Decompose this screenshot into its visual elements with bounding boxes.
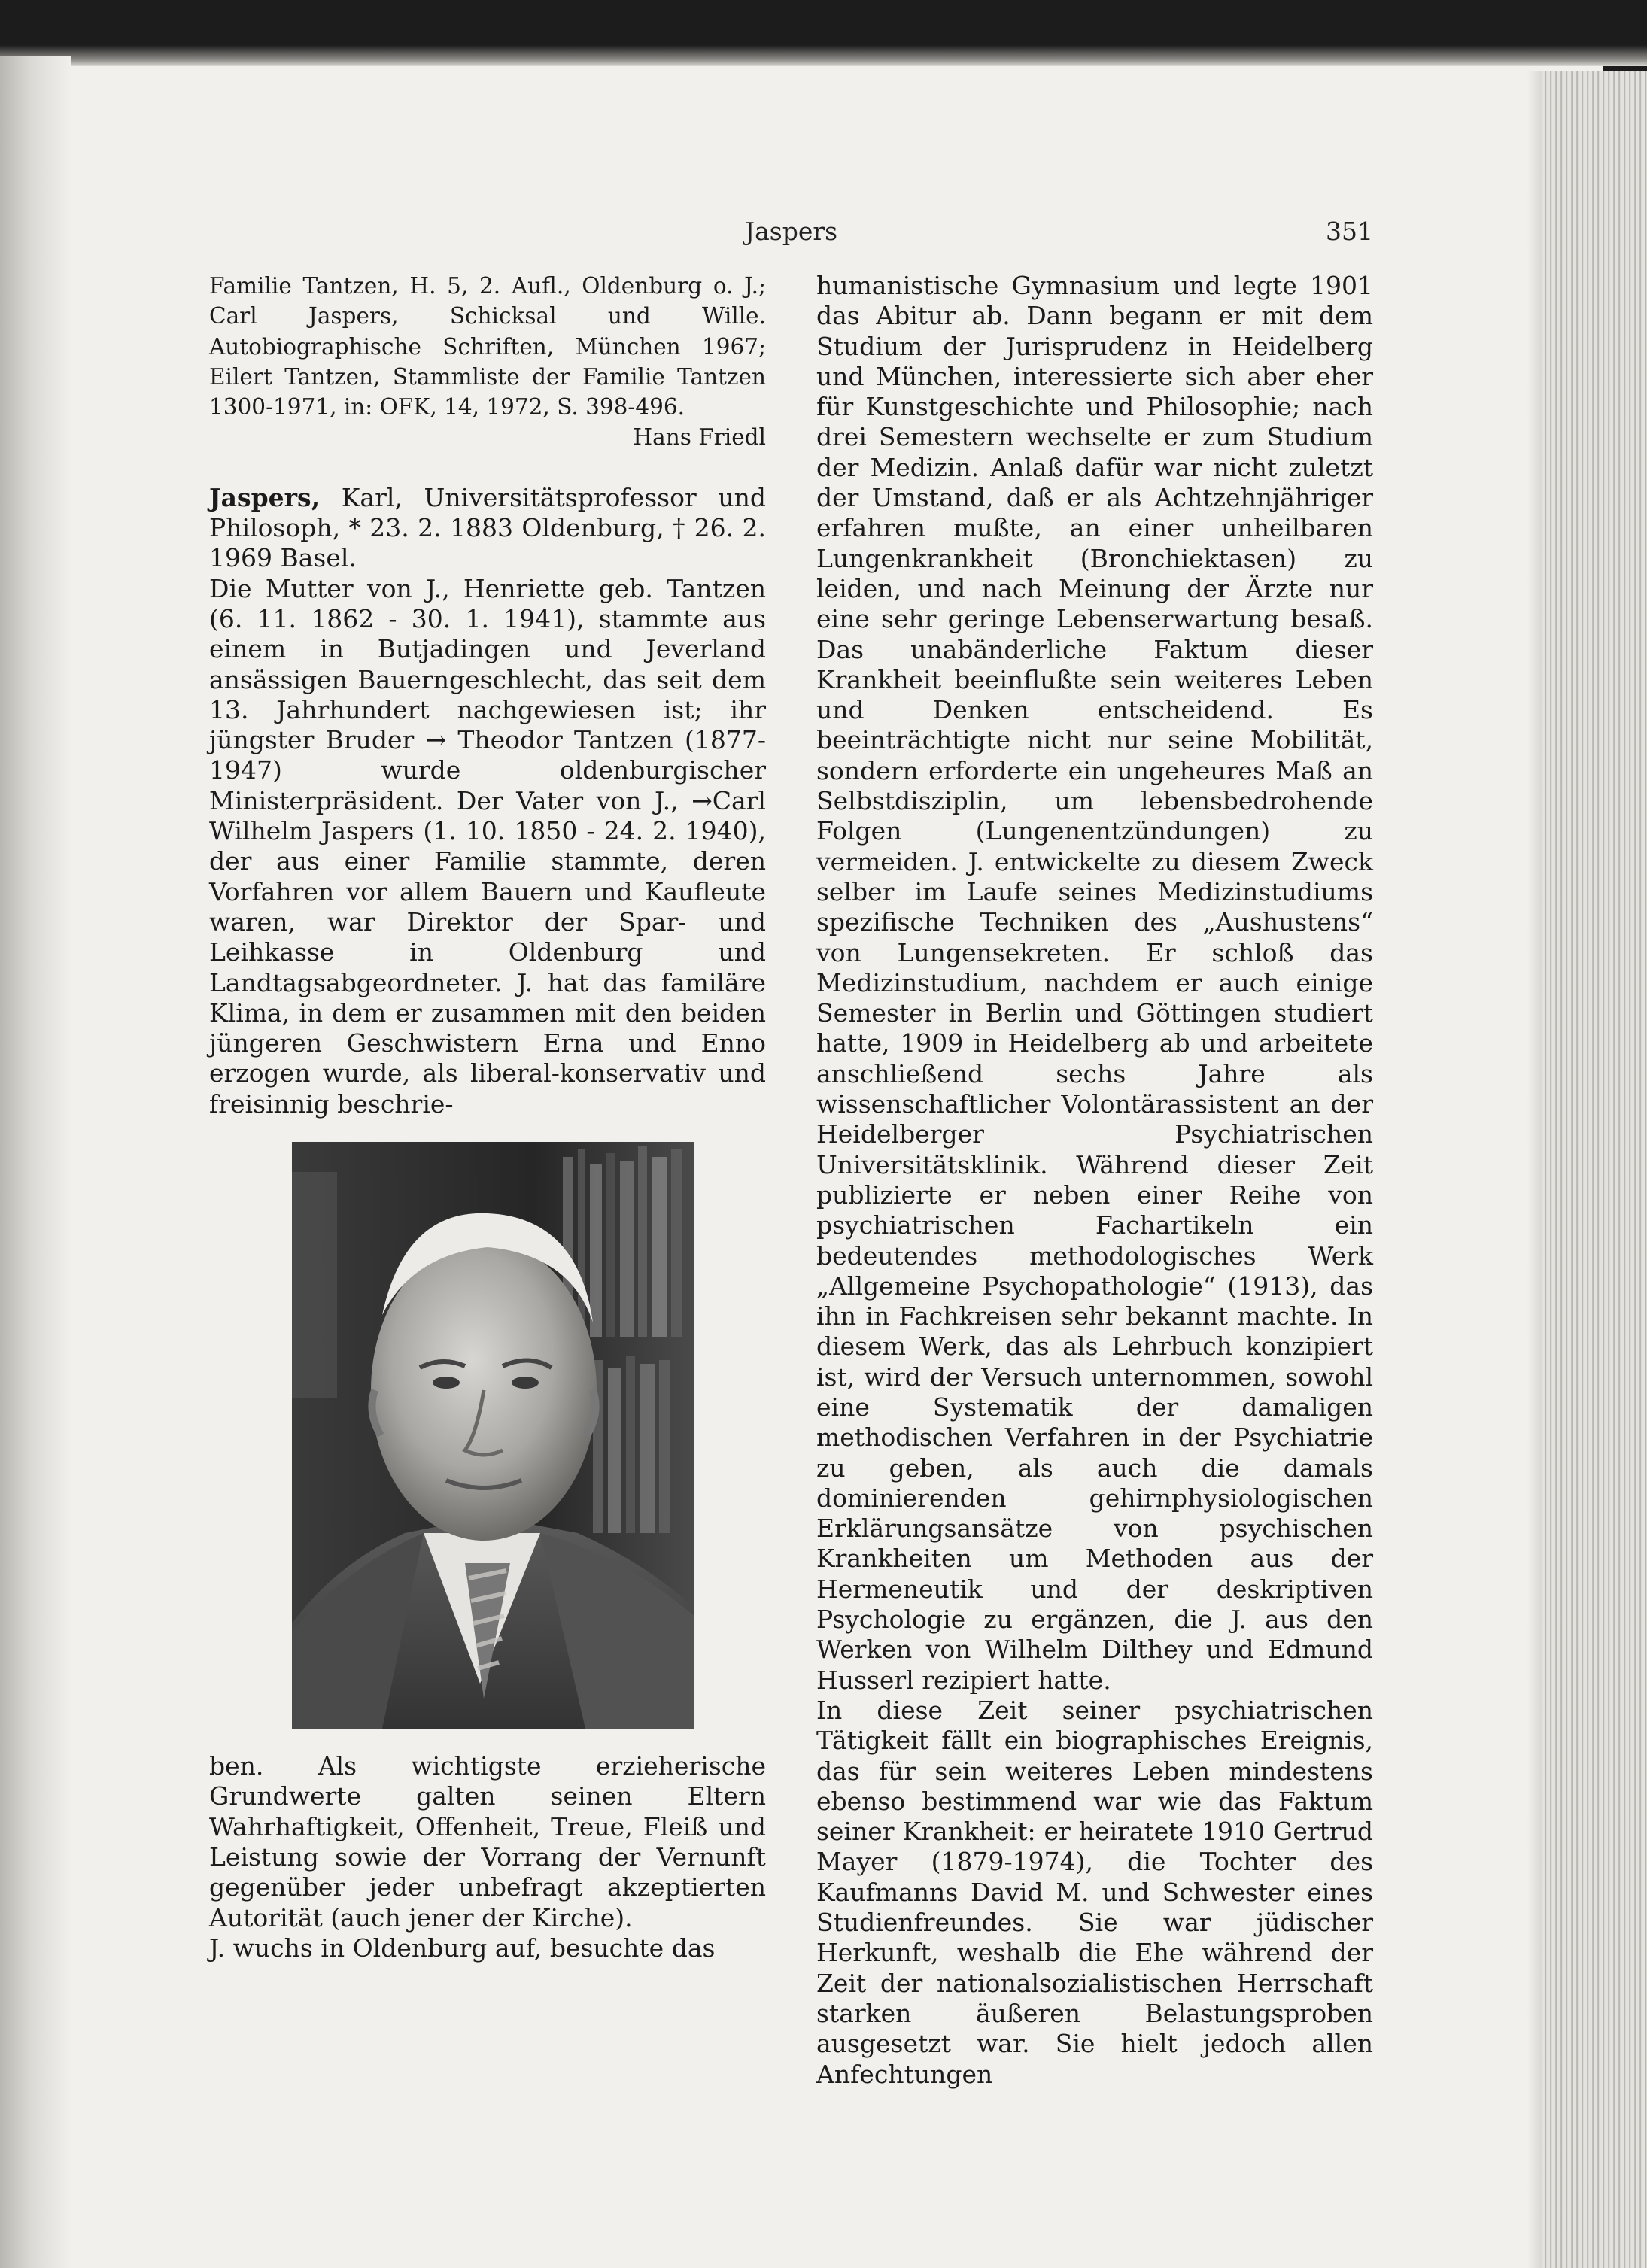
author-signature: Hans Friedl: [633, 424, 766, 451]
paragraph: Die Mutter von J., Henriette geb. Tantzen (6. 11. 1862 - 30. 1. 1941), stammte aus einem in Butjadingen und Jeverland ansässigen Bauerngeschlecht, das seit dem 13. Jahrhundert nachgewiesen ist; ihr jüngster Bruder → Theodor Tantzen (1877-1947) wurde oldenburgischer Ministerpräsident. Der Vater von J., →Carl Wilhelm Jaspers (1. 10. 1850 - 24. 2. 1940), der aus einer Familie stammte, deren Vorfahren vor allem Bauern und Kaufleute waren, war Direktor der Spar- und Leihkasse in Oldenburg und Landtagsabgeordneter. J. hat das familäre Klima, in dem er zusammen mit den beiden jüngeren Geschwistern Erna und Enno erzogen wurde, als liberal-konservativ und freisinnig beschrie-: [209, 573, 766, 1119]
entry-heading: [209, 483, 766, 574]
paragraph: In diese Zeit seiner psychiatrischen Tätigkeit fällt ein biographisches Ereignis, das für sein weiteres Leben mindestens ebenso bestimmend war wie das Faktum seiner Krankheit: er heiratete 1910 Gertrud Mayer (1879-1974), die Tochter des Kaufmanns David M. und Schwester eines Studienfreundes. Sie war jüdischer Herkunft, weshalb die Ehe während der Zeit der nationalsozialistischen Herrschaft starken äußeren Belastungsproben ausgesetzt war. Sie hielt jedoch allen Anfechtungen: [816, 1695, 1373, 2089]
book-top-edge: [0, 45, 1647, 66]
page-number: 351: [1326, 217, 1373, 246]
entry-name: Jaspers,: [209, 482, 321, 512]
paragraph: J. wuchs in Oldenburg auf, besuchte das: [209, 1933, 716, 1963]
portrait-illustration: [292, 1142, 694, 1729]
entry-intro: Karl, Universitätsprofessor und Philosoph, * 23. 2. 1883 Oldenburg, † 26. 2. 1969 Basel.: [209, 482, 766, 573]
left-column: [209, 271, 766, 1963]
paragraph: humanistische Gymnasium und legte 1901 das Abitur ab. Dann begann er mit dem Studium der Jurisprudenz in Heidelberg und München, interessierte sich aber eher für Kunstgeschichte und Philosophie; nach drei Semestern wechselte er zum Studium der Medizin. Anlaß dafür war nicht zuletzt der Umstand, daß er als Achtzehnjähriger erfahren mußte, an einer unheilbaren Lungenkrankheit (Bronchiektasen) zu leiden, und nach Meinung der Ärzte nur eine sehr geringe Lebenserwartung besaß. Das unabänderliche Faktum dieser Krankheit beeinflußte sein weiteres Leben und Denken entscheidend. Es beeinträchtigte nicht nur seine Mobilität, sondern erforderte ein ungeheures Maß an Selbstdisziplin, um lebensbedrohende Folgen (Lungenentzündungen) zu vermeiden. J. entwickelte zu diesem Zweck selber im Laufe seines Medizinstudiums spezifische Techniken des „Aushustens“ von Lungensekreten. Er schloß das Medizinstudium, nachdem er auch einige Semester in Berlin und Göttingen studiert hatte, 1909 in Heidelberg ab und arbeitete anschließend sechs Jahre als wissenschaftlicher Volontärassistent an der Heidelberger Psychiatrischen Universitätsklinik. Während dieser Zeit publizierte er neben einer Reihe von psychiatrischen Fachartikeln ein bedeutendes methodologisches Werk „Allgemeine Psychopathologie“ (1913), das ihn in Fachkreisen sehr bekannt machte. In diesem Werk, das als Lehrbuch konzipiert ist, wird der Versuch unternommen, sowohl eine Systematik der damaligen methodischen Verfahren in der Psychiatrie zu geben, als auch die damals dominierenden gehirnphysiologischen Erklärungsansätze von psychischen Krankheiten um Methoden aus der Hermeneutik und der deskriptiven Psychologie zu ergänzen, die J. aus den Werken von Wilhelm Dilthey und Edmund Husserl rezipiert hatte.: [816, 271, 1373, 1695]
right-column: [816, 271, 1373, 2090]
paragraph: ben. Als wichtigste erzieherische Grundwerte galten seinen Eltern Wahrhaftigkeit, Offenheit, Treue, Fleiß und Leistung sowie der Vorrang der Vernunft gegenüber jeder unbefragt akzeptierten Autorität (auch jener der Kirche).: [209, 1751, 766, 1933]
book-gutter-shadow: [0, 56, 71, 2268]
page-stack-edge: [1542, 71, 1647, 2268]
bibliography: Familie Tantzen, H. 5, 2. Aufl., Oldenburg o. J.; Carl Jaspers, Schicksal und Wille. Autobiographische Schriften, München 1967; Eilert Tantzen, Stammliste der Familie Tantzen 1300-1971, in: OFK, 14, 1972, S. 398-496.: [209, 273, 766, 421]
page-header: [209, 217, 1373, 254]
running-head: Jaspers: [744, 217, 838, 246]
portrait-photo: [292, 1142, 694, 1729]
